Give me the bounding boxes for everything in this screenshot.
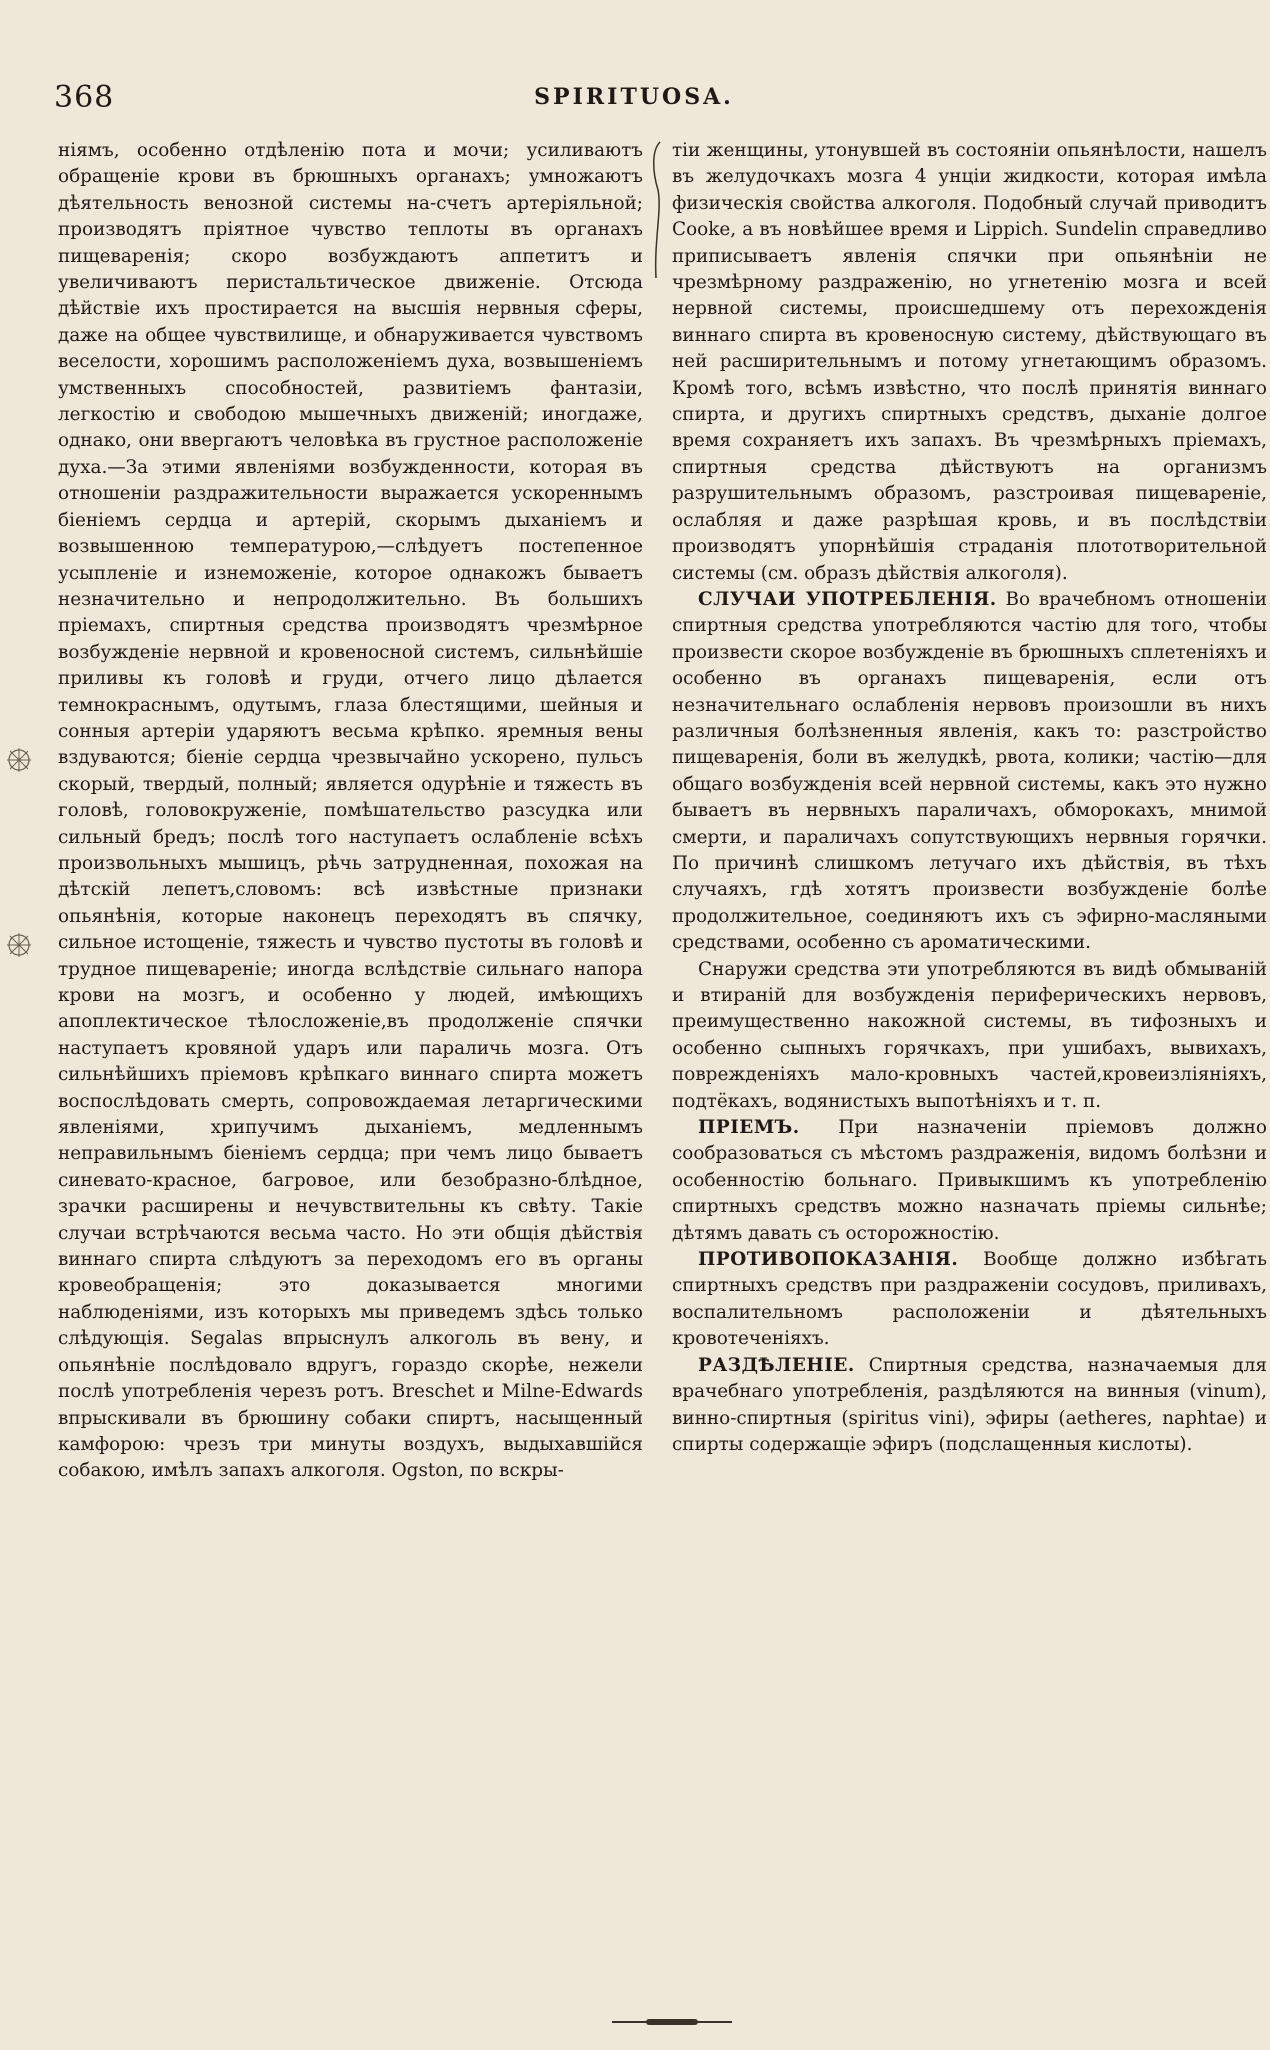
margin-star-icon (4, 745, 34, 775)
section-heading: ПРІЕМЪ. (698, 1117, 800, 1139)
paragraph (672, 1115, 1267, 1247)
paragraph-text: Снаружи средства эти употребляются въ видѣ обмываній и втираній для возбужденія периферическихъ нервовъ, преимущественно накожной системы, въ тифозныхъ и особенно сыпныхъ горячкахъ, при ушибахъ, вывихахъ, поврежденіяхъ мало-кровныхъ частей,кровеизліяніяхъ, подтёкахъ, водянистыхъ выпотѣніяхъ и т. п. (672, 958, 1267, 1112)
running-head: SPIRITUOSA. (534, 84, 734, 110)
paragraph (672, 957, 1267, 1115)
paragraph-text: тіи женщины, утонувшей въ состояніи опьянѣлости, нашелъ въ желудочкахъ мозга 4 унціи жидкости, которая имѣла физическія свойства алкоголя. Подобный случай приводитъ Cooke, а въ новѣйшее время и Lippich. Sundelin справедливо приписываетъ явленія спячки при опьянѣніи не чрезмѣрному раздраженію, но угнетенію мозга и всей нервной системы, происшедшему отъ перехожденія виннаго спирта въ кровеносную систему, дѣйствующаго въ ней расширительнымъ и потому угнетающимъ образомъ. Кромѣ того, всѣмъ извѣстно, что послѣ принятія виннаго спирта, и другихъ спиртныхъ средствъ, дыханіе долгое время сохраняетъ ихъ запахъ. Въ чрезмѣрныхъ пріемахъ, спиртныя средства дѣйствуютъ на организмъ разрушительнымъ образомъ, разстроивая пищевареніе, ослабляя и даже разрѣшая кровь, и въ послѣдствіи производятъ упорнѣйшія страданія плототворительной системы (см. образъ дѣйствія алкоголя). (672, 140, 1267, 584)
paragraph-text: Спиртныя средства, назначаемыя для врачебнаго употребленія, раздѣляются на винныя (vinum), винно-спиртныя (spiritus vini), эфиры (aetheres, naphtae) и спирты содержащіе эфиръ (подслащенныя кислоты). (672, 1354, 1267, 1455)
paragraph (672, 587, 1267, 957)
paragraph (672, 1247, 1267, 1353)
section-heading: ПРОТИВОПОКАЗАНІЯ. (698, 1249, 959, 1271)
paragraph-text: При назначеніи пріемовъ должно сообразоваться съ мѣстомъ раздраженія, видомъ болѣзни и особенностію больнаго. Привыкшимъ къ употребленію спиртныхъ средствъ можно назначать пріемы сильнѣе; дѣтямъ давать съ осторожностію. (672, 1117, 1267, 1244)
page-header (54, 80, 1214, 130)
rule-ornament-icon (612, 2017, 732, 2027)
paragraph (672, 138, 1267, 587)
paragraph: ніямъ, особенно отдѣленію пота и мочи; усиливаютъ обращеніе крови въ брюшныхъ органахъ; умножаютъ дѣятельность венозной системы на-счетъ артеріяльной; производятъ пріятное чувство теплоты въ органахъ пищеваренія; скоро возбуждаютъ аппетитъ и увеличиваютъ перистальтическое движеніе. Отсюда дѣйствіе ихъ простирается на высшія нервныя сферы, даже на общее чувствилище, и обнаруживается чувствомъ веселости, хорошимъ расположеніемъ духа, возвышеніемъ умственныхъ способностей, развитіемъ фантазіи, легкостію и свободою мышечныхъ движеній; иногдаже, однако, они ввергаютъ человѣка въ грустное расположеніе духа.—За этими явленіями возбужденности, которая въ отношеніи раздражительности выражается ускореннымъ біеніемъ сердца и артерій, скорымъ дыханіемъ и возвышенною температурою,—слѣдуетъ постепенное усыпленіе и изнеможеніе, которое однакожъ бываетъ незначительно и непродолжительно. Въ большихъ пріемахъ, спиртныя средства производятъ чрезмѣрное возбужденіе нервной и кровеносной системъ, сильнѣйшіе приливы къ головѣ и груди, отчего лицо дѣлается темнокраснымъ, одутымъ, глаза блестящими, шейныя и сонныя артеріи ударяютъ весьма крѣпко. яремныя вены вздуваются; біеніе сердца чрезвычайно ускорено, пульсъ скорый, твердый, полный; является одурѣніе и тяжесть въ головѣ, головокруженіе, помѣшательство разсудка или сильный бредъ; послѣ того наступаетъ ослабленіе всѣхъ произвольныхъ мышицъ, рѣчь затрудненная, похожая на дѣтскій лепетъ,словомъ: всѣ извѣстные признаки опьянѣнія, которые наконецъ переходятъ въ спячку, сильное истощеніе, тяжесть и чувство пустоты въ головѣ и трудное пищевареніе; иногда вслѣдствіе сильнаго напора крови на мозгъ, и особенно у людей, имѣющихъ апоплектическое тѣлосложеніе,въ продолженіе спячки наступаетъ кровяной ударъ или параличь мозга. Отъ сильнѣйшихъ пріемовъ крѣпкаго виннаго спирта можетъ воспослѣдовать смерть, сопровождаемая летаргическими явленіями, хрипучимъ дыханіемъ, медленнымъ неправильнымъ біеніемъ сердца; при чемъ лицо бываетъ синевато-красное, багровое, или безобразно-блѣдное, зрачки расширены и нечувствительны къ свѣту. Такіе случаи встрѣчаются весьма часто. Но эти общія дѣйствія виннаго спирта слѣдуютъ за переходомъ его въ органы кровеобращенія; это доказывается многими наблюденіями, изъ которыхъ мы приведемъ здѣсь только слѣдующія. Segalas впрыснулъ алкоголь въ вену, и опьянѣніе послѣдовало вдругъ, гораздо скорѣе, нежели послѣ употребленія черезъ ротъ. Breschet и Milne-Edwards впрыскивали въ брюшину собаки спиртъ, насыщенный камфорою: чрезъ три минуты воздухъ, выдыхавшійся собакою, имѣлъ запахъ алкоголя. Ogston, по вскры- (58, 140, 643, 1482)
right-column (672, 138, 1267, 1458)
margin-star-icon (4, 930, 34, 960)
left-column (58, 138, 643, 1485)
section-heading: СЛУЧАИ УПОТРЕБЛЕНІЯ. (698, 588, 997, 610)
paragraph (672, 1353, 1267, 1459)
paragraph-text: Во врачебномъ отношеніи спиртныя средства употребляются частію для того, чтобы произвести скорое возбужденіе въ брюшныхъ сплетеніяхъ и особенно въ органахъ пищеваренія, если отъ незначительнаго ослабленія нервовъ произошли въ нихъ различныя болѣзненныя явленія, какъ то: разстройство пищеваренія, боли въ желудкѣ, рвота, колики; частію—для общаго возбужденія всей нервной системы, какъ это нужно бываетъ въ нервныхъ параличахъ, обморокахъ, мнимой смерти, и параличахъ сопутствующихъ нервныя горячки. По причинѣ слишкомъ летучаго ихъ дѣйствія, въ тѣхъ случаяхъ, гдѣ хотятъ произвести возбужденіе болѣе продолжительное, соединяютъ ихъ съ эфирно-масляными средствами, особенно съ ароматическими. (672, 588, 1267, 954)
margin-bracket-icon (650, 140, 664, 280)
paragraph-text: Вообще должно избѣгать спиртныхъ средствъ при раздраженіи сосудовъ, приливахъ, воспалительномъ расположеніи и дѣятельныхъ кровотеченіяхъ. (672, 1249, 1267, 1350)
section-heading: РАЗДѢЛЕНІЕ. (698, 1354, 855, 1376)
page-number: 368 (54, 80, 115, 115)
